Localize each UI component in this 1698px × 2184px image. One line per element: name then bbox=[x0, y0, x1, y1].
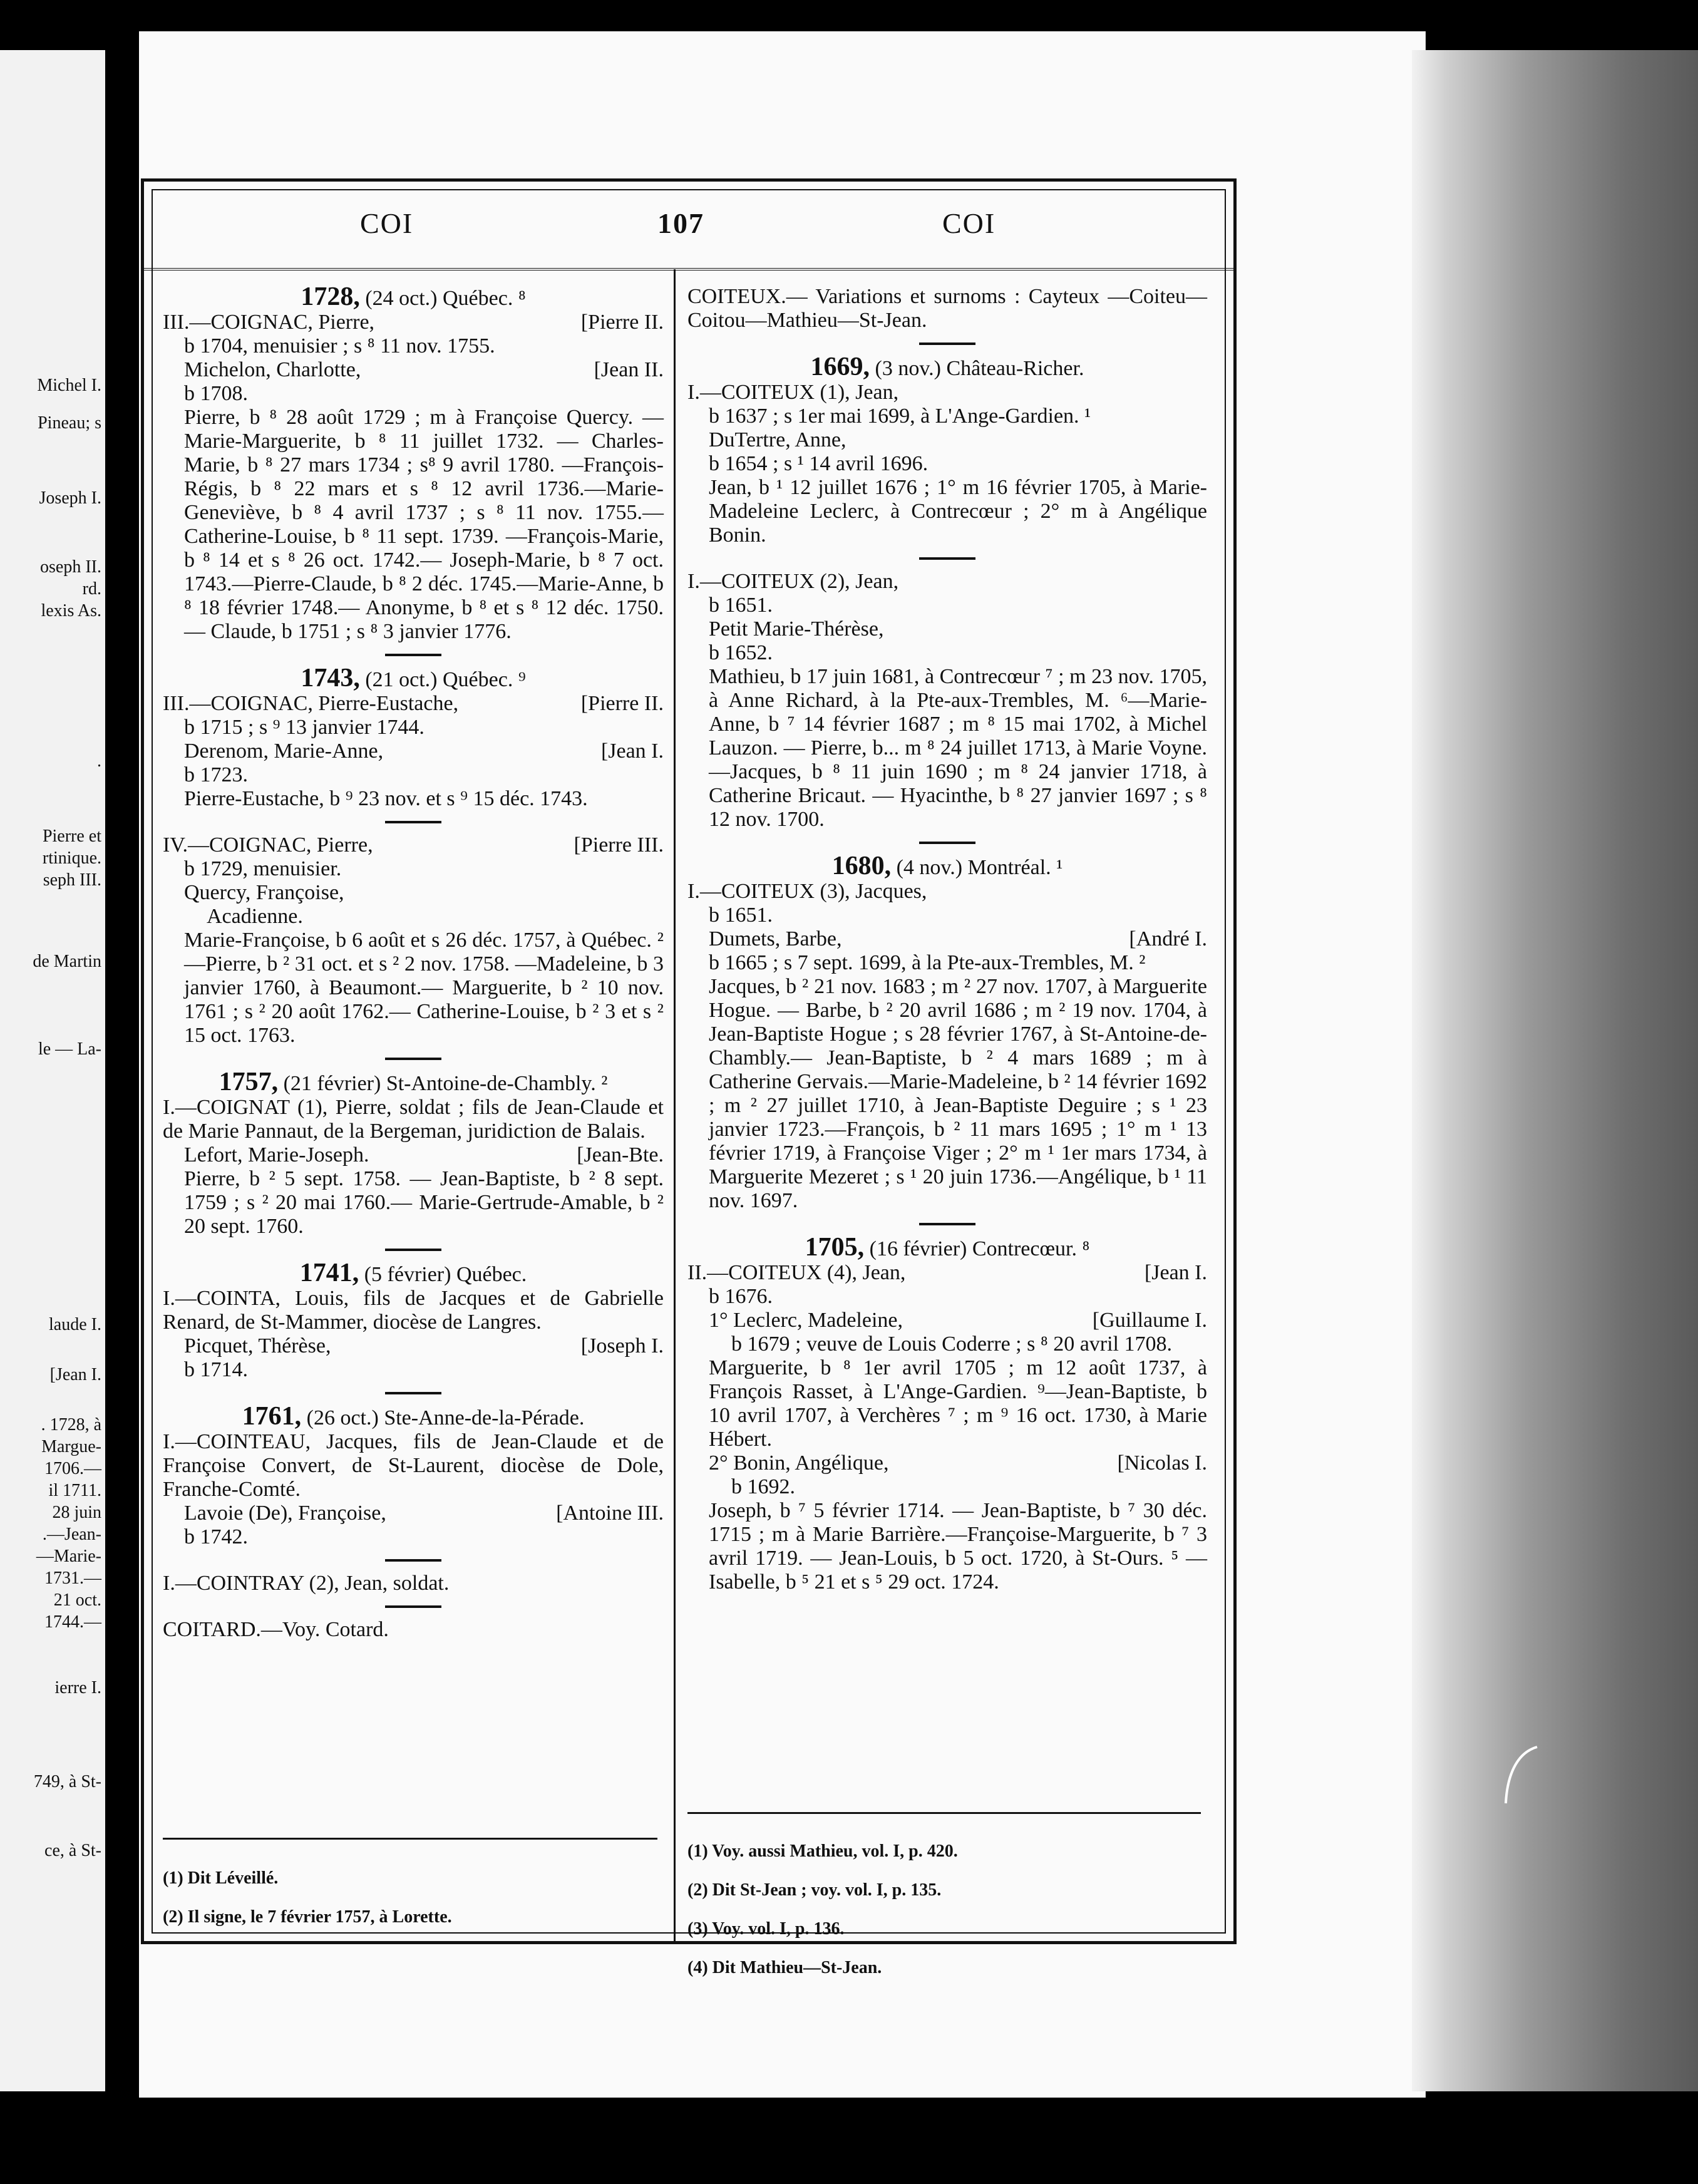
parent-reference: [Jean I. bbox=[600, 739, 664, 763]
entry-year: 1743, bbox=[301, 664, 360, 693]
entry-line bbox=[163, 929, 664, 1048]
entry-text: Derenom, Marie-Anne, bbox=[184, 739, 384, 763]
entry-line bbox=[687, 951, 1207, 975]
entry-separator bbox=[385, 821, 441, 823]
entry-place: (5 février) Québec. bbox=[359, 1263, 527, 1286]
entry-line bbox=[163, 763, 664, 787]
entry-year: 1680, bbox=[831, 852, 892, 880]
entry-separator bbox=[385, 1249, 441, 1251]
entry-separator bbox=[385, 654, 441, 656]
entry-line bbox=[163, 1525, 664, 1549]
entry-line bbox=[687, 570, 1207, 594]
entry-heading bbox=[687, 355, 1207, 381]
margin-fragment: rd. bbox=[82, 579, 101, 599]
entry-text: b 1651. bbox=[709, 904, 773, 927]
entry-text: b 1665 ; s 7 sept. 1699, à la Pte-aux-Trembles, M. ² bbox=[709, 951, 1146, 974]
entry-year: 1741, bbox=[299, 1259, 359, 1287]
entry-line bbox=[163, 787, 664, 811]
parent-reference: [Guillaume I. bbox=[1092, 1309, 1207, 1332]
entry-text: I.—COINTRAY (2), Jean, soldat. bbox=[163, 1572, 450, 1595]
entry-line bbox=[163, 1358, 664, 1382]
parent-reference: [Pierre II. bbox=[580, 311, 664, 334]
margin-fragment: ierre I. bbox=[54, 1678, 101, 1697]
column-divider bbox=[674, 269, 676, 1941]
parent-reference: [André I. bbox=[1129, 927, 1207, 950]
entry-text: IV.—COIGNAC, Pierre, bbox=[163, 833, 373, 857]
footnote: (3) Voy. vol. I, p. 136. bbox=[687, 1919, 845, 1939]
entry-line bbox=[687, 1285, 1207, 1309]
margin-fragment: 1706.— bbox=[44, 1459, 101, 1478]
entry-text: b 1637 ; s 1er mai 1699, à L'Ange-Gardien. ¹ bbox=[709, 404, 1091, 428]
footnote: (4) Dit Mathieu—St-Jean. bbox=[687, 1958, 882, 1977]
right-footnotes bbox=[687, 1823, 1201, 1996]
entry-text: Marguerite, b ⁸ 1er avril 1705 ; m 12 août 1737, à François Rasset, à L'Ange-Gardien. ⁹—Jean-Baptiste, b 10 avril 1707, à Verchères ⁷ ; m ⁹ 16 oct. 1730, à Marie Hébert. bbox=[709, 1356, 1207, 1451]
entry-text: III.—COIGNAC, Pierre, bbox=[163, 311, 375, 334]
entry-place: (24 oct.) Québec. ⁸ bbox=[359, 287, 526, 310]
entry-line bbox=[687, 1451, 1207, 1475]
margin-fragment: seph III. bbox=[43, 870, 101, 890]
entry-line bbox=[687, 285, 1207, 332]
margin-fragment: ce, à St- bbox=[44, 1841, 101, 1860]
entry-line bbox=[687, 1261, 1207, 1285]
entry-line bbox=[687, 617, 1207, 641]
entry-year: 1669, bbox=[810, 353, 870, 381]
entry-place: (21 oct.) Québec. ⁹ bbox=[359, 668, 526, 691]
entry-text: Jacques, b ² 21 nov. 1683 ; m ² 27 nov. 1707, à Marguerite Hogue. — Barbe, b ² 20 avril 1686 ; m ² 19 nov. 1704, à Jean-Baptiste Hogue ; s 28 février 1767, à St-Antoine-de-Chambly.— Jean-Baptiste, b ² 4 mars 1689 ; m à Catherine Gervais.—Marie-Madeleine, b ² 14 février 1692 ; m ² 27 juillet 1710, à Jean-Baptiste Deguire ; s ¹ 23 janvier 1723.—François, b ² 11 mars 1695 ; 1° m ¹ 13 février 1719, à Françoise Viger ; 2° m ¹ 1er mars 1734, à Marguerite Mezeret ; s ¹ 20 juin 1736.—Angélique, b ¹ 11 nov. 1697. bbox=[709, 975, 1207, 1212]
entry-text: Picquet, Thérèse, bbox=[184, 1334, 331, 1357]
entry-text: b 1676. bbox=[709, 1285, 773, 1308]
entry-text: b 1704, menuisier ; s ⁸ 11 nov. 1755. bbox=[184, 334, 495, 358]
entry-text: I.—COINTA, Louis, fils de Jacques et de Gabrielle Renard, de St-Mammer, diocèse de Langres. bbox=[163, 1287, 664, 1334]
entry-year: 1757, bbox=[219, 1068, 279, 1096]
entry-text: DuTertre, Anne, bbox=[709, 428, 846, 451]
parent-reference: [Joseph I. bbox=[580, 1334, 664, 1357]
entry-place: (3 nov.) Château-Richer. bbox=[870, 357, 1084, 380]
entry-heading bbox=[163, 666, 664, 692]
entry-line bbox=[687, 404, 1207, 428]
entry-heading bbox=[163, 1261, 664, 1287]
entry-text: Lavoie (De), Françoise, bbox=[184, 1502, 386, 1525]
parent-reference: [Jean I. bbox=[1144, 1261, 1207, 1284]
entry-line bbox=[163, 1430, 664, 1502]
entry-text: Joseph, b ⁷ 5 février 1714. — Jean-Baptiste, b ⁷ 30 déc. 1715 ; m à Marie Barrière.—Françoise-Marguerite, b ⁷ 3 avril 1719. — Jean-Louis, b 5 oct. 1720, à St-Ours. ⁵ — Isabelle, b ⁵ 21 et s ⁵ 29 oct. 1724. bbox=[709, 1499, 1207, 1594]
entry-line bbox=[687, 904, 1207, 927]
margin-fragment: Joseph I. bbox=[39, 488, 101, 508]
entry-line bbox=[687, 1309, 1207, 1332]
entry-line bbox=[163, 1287, 664, 1334]
entry-year: 1761, bbox=[242, 1402, 302, 1431]
entry-line bbox=[163, 833, 664, 857]
entry-text: b 1742. bbox=[184, 1525, 248, 1548]
entry-heading bbox=[163, 1070, 664, 1096]
entry-text: b 1715 ; s ⁹ 13 janvier 1744. bbox=[184, 716, 424, 739]
entry-text: b 1652. bbox=[709, 641, 773, 664]
margin-fragment: 1731.— bbox=[44, 1568, 101, 1588]
entry-line bbox=[163, 857, 664, 881]
entry-text: Pierre, b ² 5 sept. 1758. — Jean-Baptiste, b ² 8 sept. 1759 ; s ² 20 mai 1760.— Marie-Gertrude-Amable, b ² 20 sept. 1760. bbox=[184, 1167, 664, 1238]
entry-heading bbox=[163, 1404, 664, 1430]
margin-fragment: Pierre et bbox=[42, 827, 101, 846]
footnote: (1) Dit Léveillé. bbox=[163, 1868, 279, 1888]
entry-text: Pierre-Eustache, b ⁹ 23 nov. et s ⁹ 15 déc. 1743. bbox=[184, 787, 588, 810]
entry-text: Pierre, b ⁸ 28 août 1729 ; m à Françoise Quercy. — Marie-Marguerite, b ⁸ 11 juillet 1732. — Charles-Marie, b ⁸ 27 mars 1734 ; s⁸ 9 avril 1780. —François-Régis, b ⁸ 22 mars et s ⁸ 12 avril 1736.—Marie-Geneviève, b ⁸ 4 avril 1737 ; s ⁸ 11 nov. 1755.—Catherine-Louise, b ⁸ 11 sept. 1739. —François-Marie, b ⁸ 14 et s ⁸ 26 oct. 1742.— Joseph-Marie, b ⁸ 7 oct. 1743.—Pierre-Claude, b ⁸ 2 déc. 1745.—Marie-Anne, b ⁸ 18 février 1748.— Anonyme, b ⁸ et s ⁸ 12 déc. 1750. — Claude, b 1751 ; s ⁸ 3 janvier 1776. bbox=[184, 406, 664, 643]
parent-reference: [Nicolas I. bbox=[1117, 1451, 1207, 1475]
entry-text: b 1679 ; veuve de Louis Coderre ; s ⁸ 20 avril 1708. bbox=[731, 1332, 1173, 1356]
footnote-rule-left bbox=[163, 1838, 657, 1840]
entry-line bbox=[687, 594, 1207, 617]
entry-heading bbox=[687, 854, 1207, 880]
entry-line bbox=[687, 641, 1207, 665]
scan-edge-shadow bbox=[1412, 50, 1698, 2091]
entry-line bbox=[687, 1356, 1207, 1451]
entry-separator bbox=[385, 1058, 441, 1060]
entry-line bbox=[163, 1143, 664, 1167]
entry-place: (26 oct.) Ste-Anne-de-la-Pérade. bbox=[301, 1406, 585, 1429]
left-column bbox=[163, 282, 664, 1642]
entry-text: I.—COIGNAT (1), Pierre, soldat ; fils de Jean-Claude et de Marie Pannaut, de la Bergeman, juridiction de Balais. bbox=[163, 1096, 664, 1143]
margin-fragment: .—Jean- bbox=[42, 1525, 101, 1544]
entry-text: COITARD.—Voy. Cotard. bbox=[163, 1618, 389, 1641]
entry-line bbox=[163, 406, 664, 644]
footnote: (2) Dit St-Jean ; voy. vol. I, p. 135. bbox=[687, 1880, 942, 1900]
adjacent-page-sliver bbox=[0, 50, 105, 2091]
running-header bbox=[144, 207, 1233, 257]
margin-fragment: 28 juin bbox=[52, 1503, 101, 1522]
entry-line bbox=[163, 692, 664, 716]
entry-text: b 1654 ; s ¹ 14 avril 1696. bbox=[709, 452, 929, 475]
entry-text: b 1708. bbox=[184, 382, 248, 405]
entry-text: 1° Leclerc, Madeleine, bbox=[709, 1309, 903, 1332]
entry-line bbox=[687, 927, 1207, 951]
margin-fragment: laude I. bbox=[49, 1315, 101, 1334]
margin-fragment: . 1728, à bbox=[41, 1415, 101, 1435]
margin-fragment: oseph II. bbox=[40, 557, 101, 577]
entry-text: b 1714. bbox=[184, 1358, 248, 1381]
entry-separator bbox=[385, 1392, 441, 1394]
entry-heading bbox=[687, 1235, 1207, 1261]
entry-line bbox=[163, 1572, 664, 1595]
entry-text: 2° Bonin, Angélique, bbox=[709, 1451, 889, 1475]
entry-text: Acadienne. bbox=[207, 905, 303, 928]
header-rule bbox=[144, 268, 1233, 270]
entry-line bbox=[163, 358, 664, 382]
entry-line bbox=[163, 334, 664, 358]
margin-fragment: Margue- bbox=[41, 1437, 101, 1456]
entry-line bbox=[687, 428, 1207, 452]
margin-fragment: —Marie- bbox=[36, 1547, 101, 1566]
entry-line bbox=[163, 1502, 664, 1525]
entry-separator bbox=[919, 557, 975, 560]
entry-line bbox=[687, 381, 1207, 404]
margin-fragment: 1744.— bbox=[44, 1612, 101, 1632]
entry-line bbox=[163, 311, 664, 334]
entry-line bbox=[163, 382, 664, 406]
entry-text: Lefort, Marie-Joseph. bbox=[184, 1143, 369, 1167]
margin-fragment: de Martin bbox=[33, 952, 101, 971]
entry-line bbox=[163, 905, 664, 929]
header-right-word: COI bbox=[942, 207, 996, 239]
entry-text: Marie-Françoise, b 6 août et s 26 déc. 1757, à Québec. ²—Pierre, b ² 31 oct. et s ² 2 nov. 1758. —Madeleine, b 3 janvier 1760, à Beaumont.— Marguerite, b ² 10 nov. 1761 ; s ² 20 août 1762.— Catherine-Louise, b ² 3 et s ² 15 oct. 1763. bbox=[184, 929, 664, 1047]
entry-text: II.—COITEUX (4), Jean, bbox=[687, 1261, 906, 1284]
parent-reference: [Pierre II. bbox=[580, 692, 664, 715]
entry-text: Michelon, Charlotte, bbox=[184, 358, 361, 381]
entry-line bbox=[687, 665, 1207, 832]
margin-fragment: le — La- bbox=[38, 1039, 101, 1059]
entry-line bbox=[687, 1332, 1207, 1356]
entry-text: b 1729, menuisier. bbox=[184, 857, 342, 880]
margin-fragment: Pineau; s bbox=[38, 413, 101, 433]
entry-text: Quercy, Françoise, bbox=[184, 881, 344, 904]
margin-fragment: il 1711. bbox=[48, 1481, 101, 1500]
entry-line bbox=[163, 881, 664, 905]
margin-fragment: [Jean I. bbox=[49, 1365, 101, 1384]
entry-text: I.—COINTEAU, Jacques, fils de Jean-Claude et de Françoise Convert, de St-Laurent, diocèse de Dole, Franche-Comté. bbox=[163, 1430, 664, 1501]
entry-line bbox=[687, 975, 1207, 1213]
entry-heading bbox=[163, 282, 664, 311]
entry-text: I.—COITEUX (2), Jean, bbox=[687, 570, 899, 593]
entry-line bbox=[687, 1499, 1207, 1594]
margin-fragment: Michel I. bbox=[37, 376, 101, 395]
parent-reference: [Pierre III. bbox=[574, 833, 664, 857]
entry-text: b 1723. bbox=[184, 763, 248, 786]
entry-text: Petit Marie-Thérèse, bbox=[709, 617, 884, 641]
parent-reference: [Jean II. bbox=[594, 358, 664, 381]
parent-reference: [Antoine III. bbox=[556, 1502, 664, 1525]
entry-text: I.—COITEUX (1), Jean, bbox=[687, 381, 899, 404]
right-column bbox=[687, 285, 1207, 1594]
footnote: (1) Voy. aussi Mathieu, vol. I, p. 420. bbox=[687, 1841, 958, 1861]
header-left-word: COI bbox=[360, 207, 414, 239]
margin-fragment: 21 oct. bbox=[53, 1590, 101, 1610]
entry-separator bbox=[385, 1559, 441, 1562]
entry-line bbox=[163, 1618, 664, 1642]
entry-line bbox=[687, 452, 1207, 476]
entry-separator bbox=[919, 343, 975, 345]
entry-place: (21 février) St-Antoine-de-Chambly. ² bbox=[278, 1072, 608, 1095]
entry-place: (16 février) Contrecœur. ⁸ bbox=[864, 1237, 1090, 1260]
entry-text: III.—COIGNAC, Pierre-Eustache, bbox=[163, 692, 459, 715]
entry-text: Dumets, Barbe, bbox=[709, 927, 842, 950]
entry-year: 1705, bbox=[805, 1233, 865, 1262]
entry-text: COITEUX.— Variations et surnoms : Cayteux —Coiteu—Coitou—Mathieu—St-Jean. bbox=[687, 285, 1207, 332]
margin-fragment: 749, à St- bbox=[33, 1772, 101, 1791]
entry-separator bbox=[919, 1223, 975, 1225]
entry-line bbox=[687, 1475, 1207, 1499]
entry-line bbox=[687, 880, 1207, 904]
entry-text: I.—COITEUX (3), Jacques, bbox=[687, 880, 927, 903]
entry-line bbox=[687, 476, 1207, 547]
entry-text: Jean, b ¹ 12 juillet 1676 ; 1° m 16 février 1705, à Marie-Madeleine Leclerc, à Contrecœur ; 2° m à Angélique Bonin. bbox=[709, 476, 1207, 547]
entry-text: b 1651. bbox=[709, 594, 773, 617]
entry-separator bbox=[919, 842, 975, 844]
margin-fragment: . bbox=[97, 751, 101, 771]
parent-reference: [Jean-Bte. bbox=[577, 1143, 664, 1167]
entry-line bbox=[163, 716, 664, 739]
entry-line bbox=[163, 1334, 664, 1358]
entry-line bbox=[163, 1167, 664, 1239]
page-frame bbox=[141, 178, 1237, 1977]
page-number: 107 bbox=[657, 207, 704, 239]
margin-fragment: lexis As. bbox=[41, 601, 101, 621]
entry-place: (4 nov.) Montréal. ¹ bbox=[891, 856, 1063, 879]
entry-line bbox=[163, 739, 664, 763]
footnote-rule-right bbox=[687, 1812, 1201, 1814]
entry-text: b 1692. bbox=[731, 1475, 795, 1498]
entry-year: 1728, bbox=[301, 282, 360, 311]
entry-text: Mathieu, b 17 juin 1681, à Contrecœur ⁷ ; m 23 nov. 1705, à Anne Richard, à la Pte-aux-Trembles, M. ⁶—Marie-Anne, b ⁷ 14 février 1687 ; m ⁸ 15 mai 1702, à Michel Lauzon. — Pierre, b... m ⁸ 24 juillet 1713, à Marie Voyne.—Jacques, b ⁸ 11 juin 1690 ; m ⁸ 24 janvier 1718, à Catherine Bricaut. — Hyacinthe, b ⁸ 27 janvier 1697 ; s ⁸ 12 nov. 1700. bbox=[709, 665, 1207, 831]
left-footnotes bbox=[163, 1850, 657, 1945]
footnote: (2) Il signe, le 7 février 1757, à Lorette. bbox=[163, 1907, 452, 1927]
margin-fragment: rtinique. bbox=[42, 848, 101, 868]
entry-separator bbox=[385, 1605, 441, 1608]
entry-line bbox=[163, 1096, 664, 1143]
ink-stroke-mark bbox=[1500, 1741, 1543, 1810]
